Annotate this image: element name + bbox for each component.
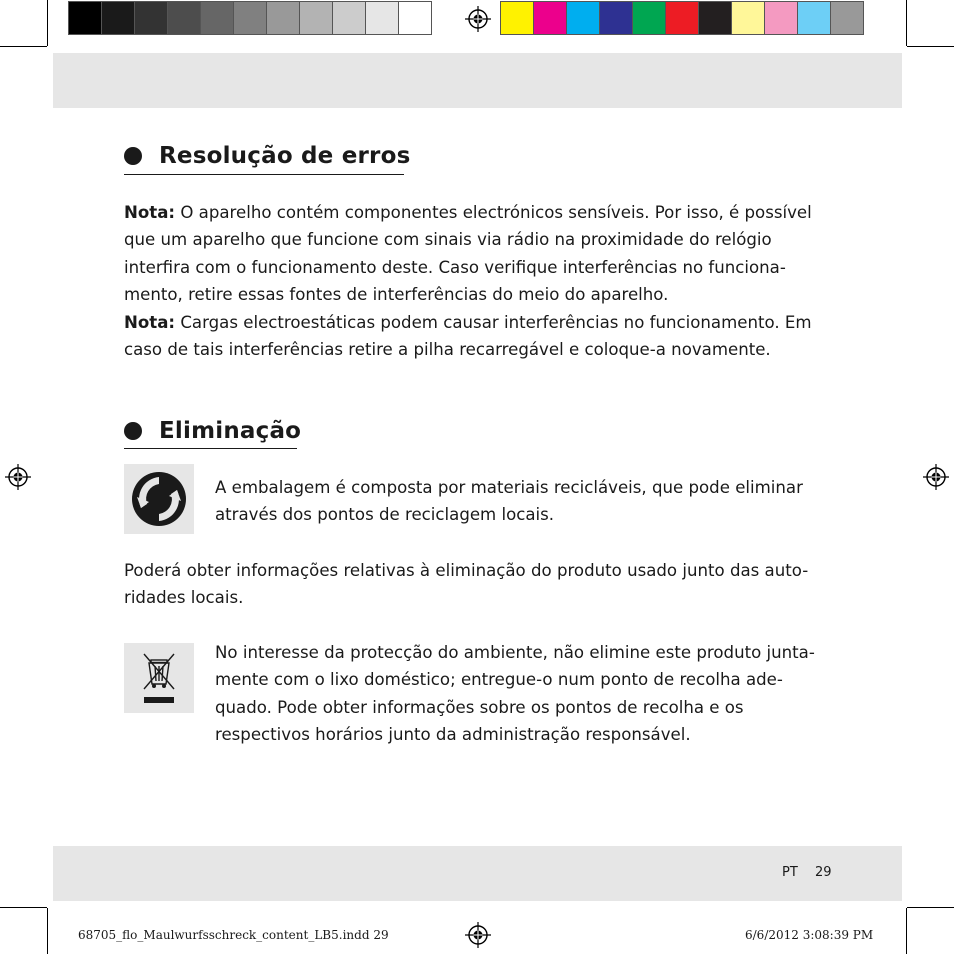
color-swatch xyxy=(665,1,698,35)
text-line: respectivos horários junto da administração responsável. xyxy=(215,725,691,745)
recycle-icon-box xyxy=(124,464,194,534)
gray-swatch xyxy=(266,1,299,35)
process-color-bar xyxy=(500,0,864,36)
gray-swatch xyxy=(365,1,398,35)
crop-mark xyxy=(906,908,907,954)
section-title: Resolução de erros xyxy=(159,143,411,169)
text-line: quado. Pode obter informações sobre os pontos de recolha e os xyxy=(215,697,744,717)
registration-mark-icon xyxy=(464,5,492,33)
language-code: PT xyxy=(782,865,798,880)
gray-swatch xyxy=(101,1,134,35)
gray-swatch xyxy=(167,1,200,35)
weee-icon-box xyxy=(124,643,194,713)
color-swatch xyxy=(830,1,864,35)
text-line: No interesse da protecção do ambiente, não elimine este produto junta- xyxy=(215,643,815,662)
registration-mark-icon xyxy=(4,463,32,491)
color-swatch xyxy=(533,1,566,35)
color-swatch xyxy=(698,1,731,35)
text-line: A embalagem é composta por materiais recicláveis, que pode eliminar xyxy=(215,478,803,497)
color-swatch xyxy=(764,1,797,35)
gray-swatch xyxy=(398,1,432,35)
text-line xyxy=(124,309,812,336)
footer-band xyxy=(53,846,902,901)
gray-swatch xyxy=(233,1,266,35)
text-line: mento, retire essas fontes de interferências do meio do aparelho. xyxy=(124,285,669,305)
weee-text xyxy=(215,639,815,749)
text-fragment: Cargas electroestáticas podem causar interferências no funcionamento. Em xyxy=(175,312,812,332)
registration-mark-icon xyxy=(464,921,492,949)
text-line: ridades locais. xyxy=(124,588,244,608)
crop-mark xyxy=(0,46,47,47)
section-title: Eliminação xyxy=(159,418,302,444)
color-swatch xyxy=(731,1,764,35)
heading-underline xyxy=(124,448,297,449)
text-line xyxy=(124,199,812,226)
gray-swatch xyxy=(134,1,167,35)
gray-swatch xyxy=(68,1,101,35)
gray-color-bar xyxy=(68,0,432,36)
color-swatch xyxy=(632,1,665,35)
note-label: Nota: xyxy=(124,312,176,332)
authorities-text xyxy=(124,557,808,612)
header-band xyxy=(53,53,902,108)
registration-mark-icon xyxy=(922,463,950,491)
crop-mark xyxy=(907,46,954,47)
print-timestamp: 6/6/2012 3:08:39 PM xyxy=(745,928,874,942)
text-line: Poderá obter informações relativas à eliminação do produto usado junto das auto- xyxy=(124,561,809,580)
troubleshooting-notes xyxy=(124,199,812,363)
color-swatch xyxy=(566,1,599,35)
page-number: 29 xyxy=(815,865,832,880)
section-heading-disposal xyxy=(124,416,301,446)
text-line: através dos pontos de reciclagem locais. xyxy=(215,505,555,525)
text-line: que um aparelho que funcione com sinais via rádio na proximidade do relógio xyxy=(124,230,772,250)
crop-mark xyxy=(907,907,954,908)
text-line: mente com o lixo doméstico; entregue-o num ponto de recolha ade- xyxy=(215,670,783,690)
green-dot-recycling-icon xyxy=(124,464,194,534)
color-swatch xyxy=(797,1,830,35)
text-line: interfira com o funcionamento deste. Caso verifique interferências no funciona- xyxy=(124,257,786,277)
heading-underline xyxy=(124,174,404,175)
note-label: Nota: xyxy=(124,203,176,222)
crop-mark xyxy=(47,0,48,46)
text-fragment: O aparelho contém componentes electrónicos sensíveis. Por isso, é possível xyxy=(175,203,812,222)
text-line: caso de tais interferências retire a pilha recarregável e coloque-a novamente. xyxy=(124,340,771,360)
color-swatch xyxy=(500,1,533,35)
file-slug: 68705_flo_Maulwurfsschreck_content_LB5.indd 29 xyxy=(78,928,389,942)
crossed-out-bin-icon xyxy=(124,643,194,713)
section-heading-troubleshooting xyxy=(124,141,410,171)
recycle-text xyxy=(215,474,803,529)
gray-swatch xyxy=(200,1,233,35)
crop-mark xyxy=(0,907,47,908)
crop-mark xyxy=(47,908,48,954)
gray-swatch xyxy=(299,1,332,35)
bullet-icon xyxy=(124,147,142,165)
bullet-icon xyxy=(124,422,142,440)
gray-swatch xyxy=(332,1,365,35)
crop-mark xyxy=(906,0,907,46)
color-swatch xyxy=(599,1,632,35)
